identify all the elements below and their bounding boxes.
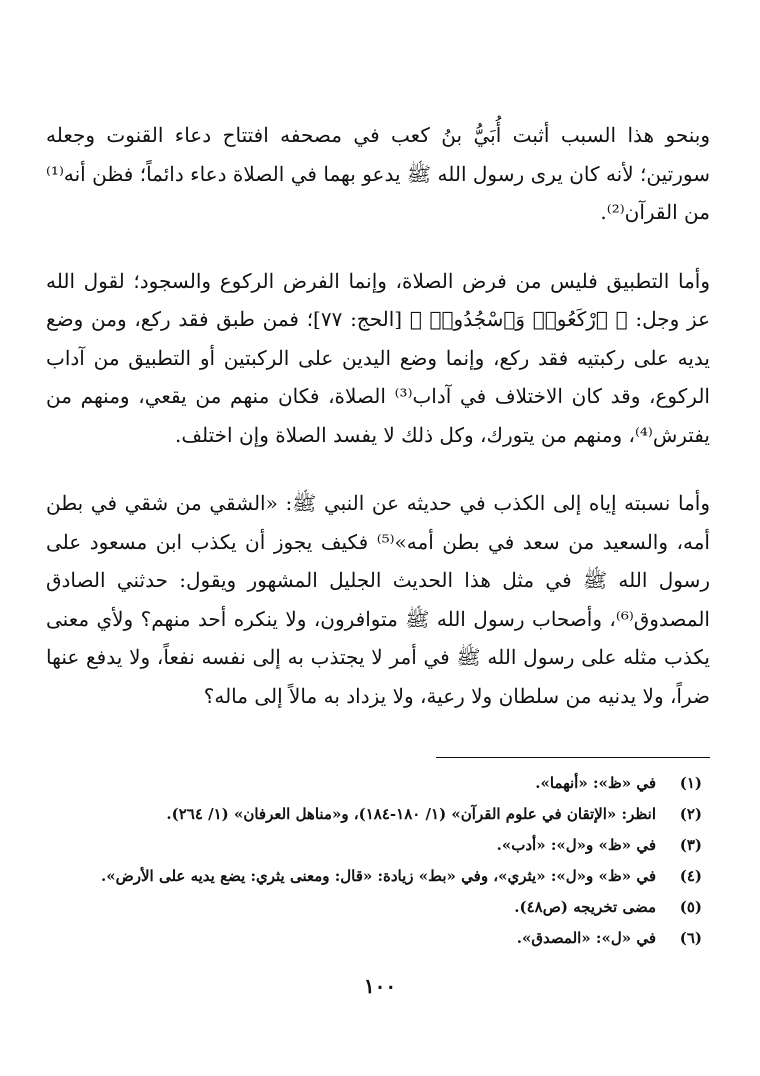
footnote-item [46,830,702,861]
footnote-text: انظر: «الإتقان في علوم القرآن» (١/ ١٨٠-١٨٤)، و«مناهل العرفان» (١/ ٢٦٤). [166,805,656,823]
main-text [46,116,710,715]
footnote-item [46,861,702,892]
footnote-text: في «ظ» و«ل»: «أدب». [496,836,656,854]
footnote-text: في «ل»: «المصدق». [516,929,656,947]
footnote-text: مضى تخريجه (ص٤٨). [514,898,656,916]
paragraph-hadith: وأما نسبته إياه إلى الكذب في حديثه عن النبي ﷺ: «الشقي من شقي في بطن أمه، والسعيد من سعد في بطن أمه»⁽⁵⁾ فكيف يجوز أن يكذب ابن مسعود على رسول الله ﷺ في مثل هذا الحديث الجليل المشهور ويقول: حدثني الصادق المصدوق⁽⁶⁾، وأصحاب رسول الله ﷺ متوافرون، ولا ينكره أحد منهم؟ ولأي معنى يكذب مثله على رسول الله ﷺ في أمر لا يجتذب به إلى نفسه نفعاً، ولا يدفع عنها ضراً، ولا يدنيه من سلطان ولا رعية، ولا يزداد به مالاً إلى ماله؟ [46,491,710,708]
paragraph-tatbiq: وأما التطبيق فليس من فرض الصلاة، وإنما الفرض الركوع والسجود؛ لقول الله عز وجل: ﴿ ٱرْكَعُوا۟ وَٱسْجُدُوا۟ ﴾ [الحج: ٧٧]؛ فمن طبق فقد ركع، ومن وضع يديه على ركبتيه فقد ركع، وإنما وضع اليدين على الركبتين أو التطبيق من آداب الركوع، وقد كان الاختلاف في آداب⁽³⁾ الصلاة، فكان منهم من يقعي، ومنهم من يفترش⁽⁴⁾، ومنهم من يتورك، وكل ذلك لا يفسد الصلاة وإن اختلف. [46,268,710,447]
footnote-number: (٦) [679,929,702,947]
paragraph-qunut: وبنحو هذا السبب أثبت أُبَيُّ بنُ كعب في مصحفه افتتاح دعاء القنوت وجعله سورتين؛ لأنه كان يرى رسول الله ﷺ يدعو بهما في الصلاة دعاء دائماً؛ فظن أنه⁽¹⁾ من القرآن⁽²⁾. [46,123,710,224]
footnote-text: في «ظ»: «أنهما». [535,774,656,792]
footnote-number: (٤) [679,867,702,885]
footnote-item [46,799,702,830]
footnote-item [46,892,702,923]
footnote-number: (٣) [679,836,702,854]
footnote-number: (١) [679,774,702,792]
footnote-item [46,768,702,799]
page-number: ١٠٠ [363,974,397,998]
footnote-number: (٢) [679,805,702,823]
footnote-divider [436,757,710,758]
footnote-number: (٥) [679,898,702,916]
footnote-text: في «ظ» و«ل»: «يثري»، وفي «بط» زيادة: «قال: ومعنى يثري: يضع يديه على الأرض». [101,867,656,885]
footnotes-list [46,768,702,954]
footnote-item [46,923,702,954]
